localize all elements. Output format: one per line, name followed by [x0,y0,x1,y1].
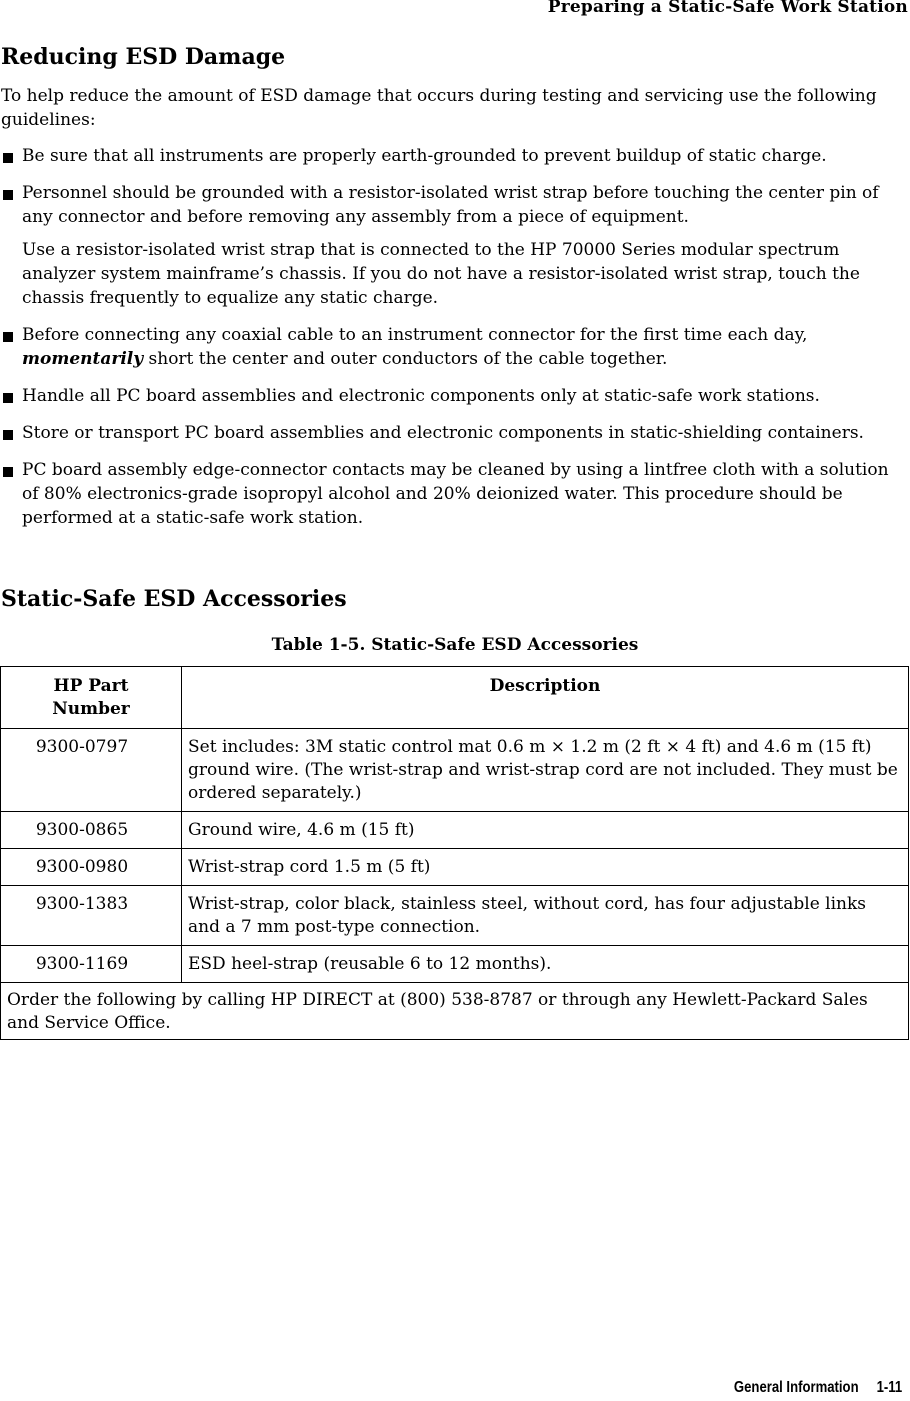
square-bullet-icon [3,467,13,477]
bullet-text-after: short the center and outer conductors of the cable together. [148,349,668,369]
part-number-cell: 9300-1383 [1,886,182,946]
square-bullet-icon [3,430,13,440]
description-cell: Wrist-strap cord 1.5 m (5 ft) [182,849,909,886]
description-cell: Set includes: 3M static control mat 0.6 m × 1.2 m (2 ft × 4 ft) and 4.6 m (15 ft) ground wire. (The wrist-strap and wrist-strap cord are not included. They must be ordered separately.) [182,729,909,812]
bullet-text: Be sure that all instruments are properly earth-grounded to prevent buildup of static charge. [22,146,827,166]
list-item [0,421,908,445]
description-cell: Wrist-strap, color black, stainless steel, without cord, has four adjustable links and a 7 mm post-type connection. [182,886,909,946]
list-item [0,384,908,408]
intro-paragraph: To help reduce the amount of ESD damage that occurs during testing and servicing use the following guidelines: [1,86,877,130]
guidelines-list [0,144,908,543]
table-row [1,886,909,946]
part-number-cell: 9300-0797 [1,729,182,812]
list-item [0,323,908,371]
part-number-cell: 9300-0980 [1,849,182,886]
square-bullet-icon [3,332,13,342]
description-cell: Ground wire, 4.6 m (15 ft) [182,812,909,849]
part-number-cell: 9300-1169 [1,946,182,983]
section-heading-esd-accessories: Static-Safe ESD Accessories [1,586,347,612]
square-bullet-icon [3,393,13,403]
section-heading-reducing-esd-damage: Reducing ESD Damage [1,44,286,70]
column-header-description: Description [182,667,909,729]
part-number-cell: 9300-0865 [1,812,182,849]
table-row [1,812,909,849]
square-bullet-icon [3,153,13,163]
table-row [1,849,909,886]
bullet-text [22,323,908,371]
table-row [1,729,909,812]
emphasis-text: momentarily [22,349,144,369]
accessories-table [0,666,909,1040]
running-head: Preparing a Static-Safe Work Station [547,0,908,17]
page-footer [734,1379,902,1397]
square-bullet-icon [3,190,13,200]
list-item [0,458,908,530]
table-row [1,946,909,983]
table-caption: Table 1-5. Static-Safe ESD Accessories [271,635,639,655]
list-item [0,181,908,310]
bullet-text: PC board assembly edge-connector contacts may be cleaned by using a lintfree cloth with a solution of 80% electronics-grade isopropyl alcohol and 20% deionized water. This procedure should be performed at a static-safe work station. [22,460,889,528]
description-cell: ESD heel-strap (reusable 6 to 12 months). [182,946,909,983]
bullet-text-before: Before connecting any coaxial cable to an instrument connector for the first time each day, [22,325,808,345]
page-number: 1-11 [876,1379,902,1396]
table-note: Order the following by calling HP DIRECT at (800) 538-8787 or through any Hewlett-Packard Sales and Service Office. [1,983,909,1040]
footer-chapter: General Information [733,1379,859,1396]
table-header-row [1,667,909,729]
bullet-text: Personnel should be grounded with a resistor-isolated wrist strap before touching the center pin of any connector and before removing any assembly from a piece of equipment. [22,183,879,227]
list-item [0,144,908,168]
bullet-extra-paragraph: Use a resistor-isolated wrist strap that is connected to the HP 70000 Series modular spectrum analyzer system mainframe’s chassis. If you do not have a resistor-isolated wrist strap, touch the chassis frequently to equalize any static charge. [22,240,860,308]
bullet-text: Handle all PC board assemblies and electronic components only at static-safe work stations. [22,386,820,406]
column-header-part-number: HP Part Number [1,667,182,729]
bullet-text: Store or transport PC board assemblies and electronic components in static-shielding containers. [22,423,864,443]
table-note-row [1,983,909,1040]
